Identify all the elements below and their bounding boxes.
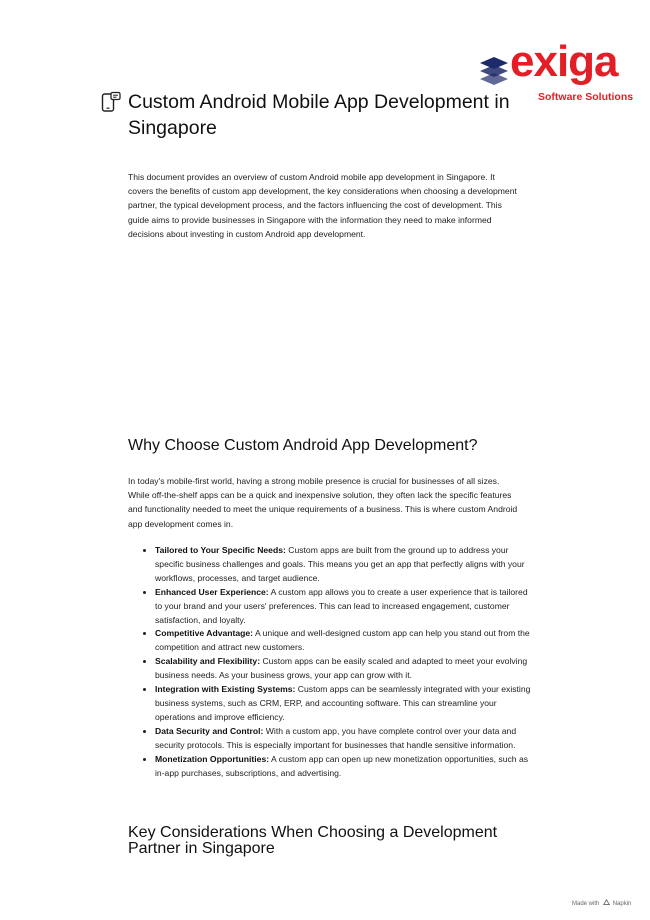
benefit-term: Enhanced User Experience: <box>155 586 269 597</box>
benefit-term: Monetization Opportunities: <box>155 753 270 764</box>
benefit-text: A custom app can open up new monetization opportunities, such as in-app purchases, subscriptions, and advertising. <box>155 753 529 778</box>
section-heading-key-considerations: Key Considerations When Choosing a Development Partner in Singapore <box>128 824 498 857</box>
list-item <box>155 753 533 781</box>
logo-mark-icon <box>476 54 512 90</box>
footer-credit <box>572 899 631 909</box>
napkin-icon <box>603 899 610 906</box>
list-item <box>155 544 533 586</box>
benefit-text: A custom app allows you to create a user experience that is tailored to your brand and your users' preferences. This can lead to increased engagement, customer satisfaction, and loyalty. <box>155 586 528 625</box>
benefit-term: Data Security and Control: <box>155 725 264 736</box>
benefit-text: Custom apps are built from the ground up to address your specific business challenges and goals. This means you get an app that perfectly aligns with your workflows, processes, and target audience. <box>155 545 525 583</box>
mobile-app-icon <box>100 91 122 113</box>
benefit-text: Custom apps can be easily scaled and adapted to meet your evolving business needs. As your business grows, your app can grow with it. <box>155 656 528 681</box>
logo-tagline: Software Solutions <box>538 91 634 103</box>
benefit-term: Scalability and Flexibility: <box>155 656 261 667</box>
why-intro-paragraph: In today's mobile-first world, having a strong mobile presence is crucial for businesses of all sizes. While off-the-shelf apps can be a quick and inexpensive solution, they often lack the specific features and functionality needed to meet the unique requirements of a business. This is where custom Android app development comes in. <box>128 476 518 529</box>
intro-paragraph: This document provides an overview of custom Android mobile app development in Singapore. It covers the benefits of custom app development, the key considerations when choosing a development partner, the typical development process, and the factors influencing the cost of development. This guide aims to provide businesses in Singapore with the information they need to make informed decisions about investing in custom Android app development. <box>128 172 517 239</box>
list-item <box>155 627 533 655</box>
page-title: Custom Android Mobile App Development in Singapore <box>128 91 510 139</box>
list-item <box>155 725 533 753</box>
benefit-text: Custom apps can be seamlessly integrated with your existing business systems, such as CRM, ERP, and accounting software. This can streamline your operations and improve efficiency. <box>155 684 531 722</box>
napkin-brand: Napkin <box>612 901 632 907</box>
logo-wordmark: exiga <box>510 37 618 86</box>
list-item <box>155 683 533 725</box>
made-with-label: Made with <box>572 901 600 907</box>
benefit-term: Competitive Advantage: <box>155 628 254 639</box>
benefits-list <box>145 544 533 780</box>
list-item <box>155 655 533 683</box>
list-item <box>155 586 533 628</box>
benefit-term: Tailored to Your Specific Needs: <box>155 545 286 555</box>
benefit-text: A unique and well-designed custom app can help you stand out from the competition and attract new customers. <box>155 628 530 653</box>
benefit-term: Integration with Existing Systems: <box>155 684 296 695</box>
benefit-text: With a custom app, you have complete control over your data and security protocols. This is especially important for businesses that handle sensitive information. <box>155 725 517 750</box>
section-heading-why: Why Choose Custom Android App Development? <box>128 437 478 454</box>
